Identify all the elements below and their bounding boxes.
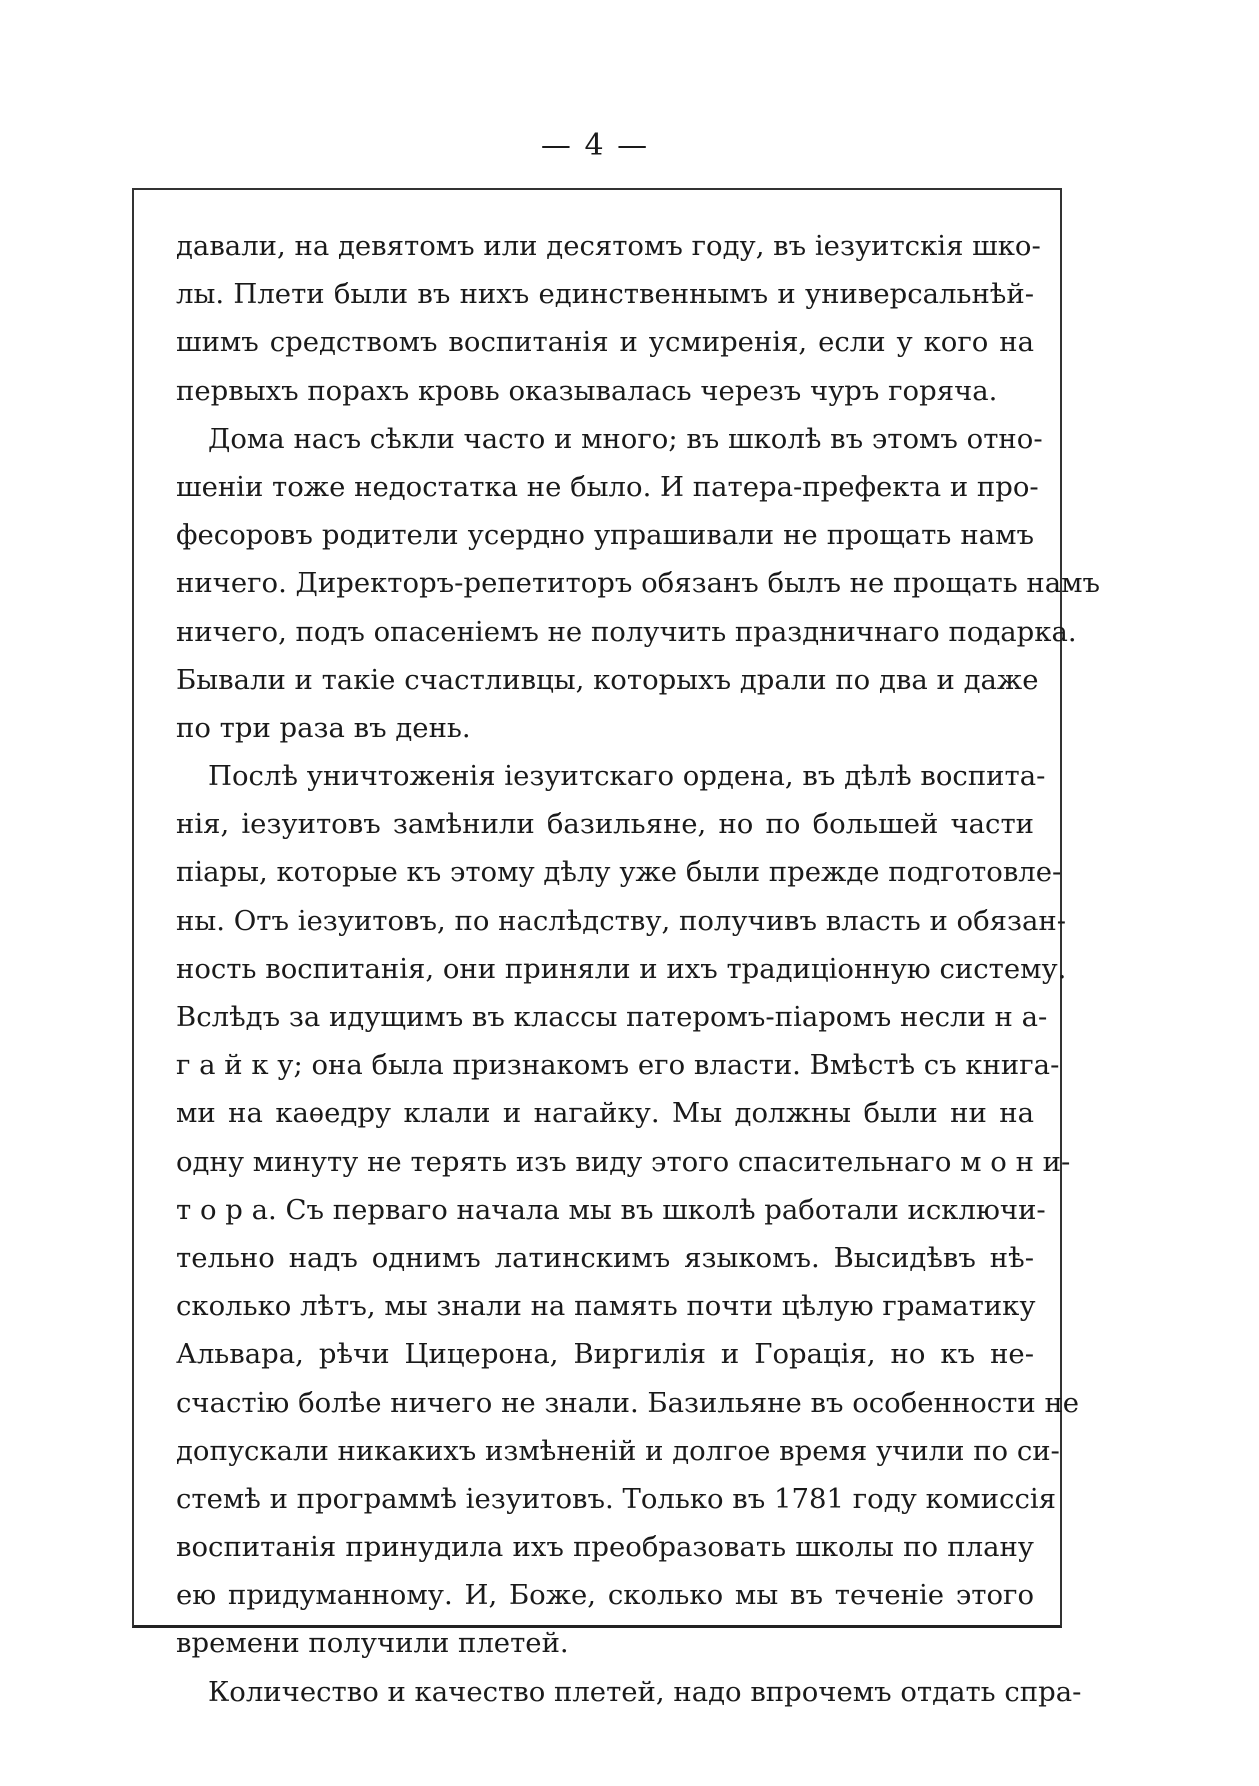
text-line: допускали никакихъ измѣненій и долгое время учили по си- (176, 1434, 1060, 1467)
body-text (176, 222, 1101, 1716)
text-line: ничего. Директоръ-репетиторъ обязанъ былъ не прощать намъ (176, 567, 1101, 600)
text-line: давали, на девятомъ или десятомъ году, въ іезуитскія шко- (176, 230, 1041, 262)
text-line: Бывали и такіе счастливцы, которыхъ драли по два и даже (176, 663, 1039, 696)
paragraph-start-line: Количество и качество плетей, надо впрочемъ отдать спра- (208, 1675, 1082, 1708)
text-line: счастію болѣе ничего не знали. Базильяне въ особенности не (176, 1386, 1080, 1419)
text-line: одну минуту не терять изъ виду этого спасительнаго м о н и- (176, 1145, 1071, 1178)
text-line: воспитанія принудила ихъ преобразовать школы по плану (176, 1531, 1034, 1564)
text-line: времени получили плетей. (176, 1627, 569, 1660)
text-line: шеніи тоже недостатка не было. И патера-префекта и про- (176, 470, 1039, 503)
text-line: ею придуманному. И, Боже, сколько мы въ теченіе этого (176, 1579, 1034, 1612)
text-line: т о р а. Съ перваго начала мы въ школѣ работали исключи- (176, 1193, 1046, 1226)
text-line: по три раза въ день. (176, 711, 471, 744)
text-line: сколько лѣтъ, мы знали на память почти цѣлую граматику (176, 1290, 1036, 1323)
text-line: стемѣ и программѣ іезуитовъ. Только въ 1781 году комиссія (176, 1482, 1056, 1515)
text-line: лы. Плети были въ нихъ единственнымъ и универсальнѣй- (176, 278, 1034, 311)
text-line: Альвара, рѣчи Цицерона, Виргилія и Горація, но къ не- (176, 1338, 1034, 1371)
page-number: — 4 — (540, 128, 650, 163)
text-line: ми на каѳедру клали и нагайку. Мы должны были ни на (176, 1097, 1034, 1130)
paragraph-start-line: Послѣ уничтоженія іезуитскаго ордена, въ дѣлѣ воспита- (208, 760, 1046, 793)
text-line: піары, которые къ этому дѣлу уже были прежде подготовле- (176, 856, 1062, 889)
text-line: Вслѣдъ за идущимъ въ классы патеромъ-піаромъ несли н а- (176, 1001, 1048, 1033)
text-line: ность воспитанія, они приняли и ихъ традиціонную систему. (176, 952, 1067, 985)
text-line: г а й к у; она была признакомъ его власти. Вмѣстѣ съ книга- (176, 1049, 1060, 1082)
text-line: шимъ средствомъ воспитанія и усмиренія, если у кого на (176, 326, 1034, 359)
text-line: фесоровъ родители усердно упрашивали не прощать намъ (176, 519, 1034, 552)
text-line: тельно надъ однимъ латинскимъ языкомъ. Высидѣвъ нѣ- (176, 1241, 1034, 1274)
text-line: ничего, подъ опасеніемъ не получить праздничнаго подарка. (176, 615, 1077, 648)
text-line: нія, іезуитовъ замѣнили базильяне, но по большей части (176, 808, 1034, 841)
text-line: ны. Отъ іезуитовъ, по наслѣдству, получивъ власть и обязан- (176, 904, 1066, 937)
paragraph-start-line: Дома насъ сѣкли часто и много; въ школѣ въ этомъ отно- (208, 422, 1043, 455)
text-line: первыхъ порахъ кровь оказывалась черезъ чуръ горяча. (176, 374, 998, 407)
